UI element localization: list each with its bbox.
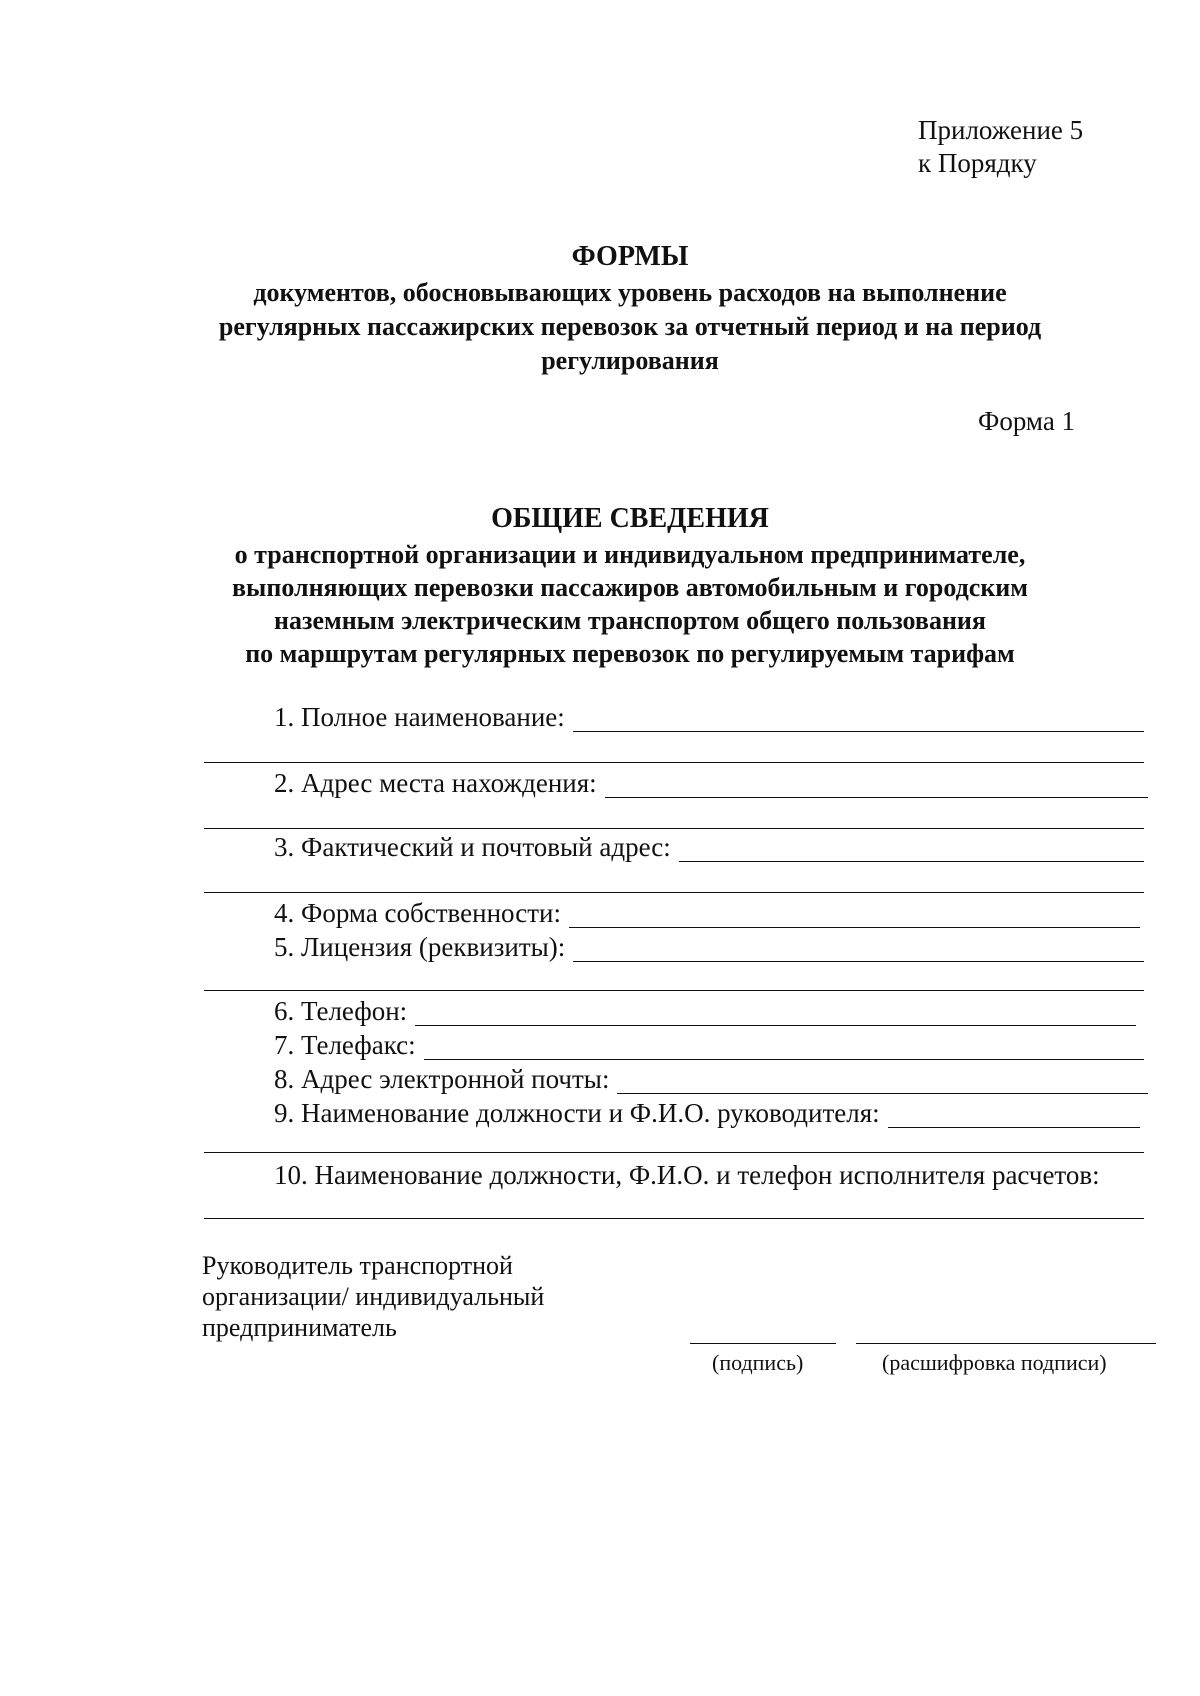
general-subtitle-line-3: наземным электрическим транспортом общего пользования (274, 606, 986, 635)
forms-subtitle-line-2: регулярных пассажирских перевозок за отчетный период и на период (218, 312, 1042, 341)
field-full-name-continuation-line[interactable] (204, 762, 1144, 763)
field-ownership-form-label: 4. Форма собственности: (274, 898, 561, 928)
field-license-label: 5. Лицензия (реквизиты): (274, 932, 566, 962)
annex-line-2: к Порядку (918, 148, 1037, 178)
field-location-address-label: 2. Адрес места нахождения: (274, 768, 597, 798)
field-email-label: 8. Адрес электронной почты: (274, 1064, 610, 1094)
general-subtitle-line-2: выполняющих перевозки пассажиров автомобильным и городским (232, 573, 1028, 602)
field-location-address (274, 768, 1148, 798)
signature-decode-line[interactable] (856, 1343, 1156, 1344)
field-postal-address-line[interactable] (679, 837, 1144, 862)
signer-title (202, 1250, 544, 1343)
field-full-name-line[interactable] (573, 707, 1144, 732)
field-calc-executor-line[interactable] (204, 1218, 1144, 1219)
field-calc-executor (274, 1160, 1154, 1190)
field-phone-label: 6. Телефон: (274, 996, 408, 1026)
field-fax (274, 1030, 1144, 1060)
field-head-position-name-label: 9. Наименование должности и Ф.И.О. руководителя: (274, 1098, 880, 1128)
field-head-position-name-line[interactable] (888, 1103, 1140, 1128)
field-license (274, 932, 1144, 962)
annex-reference (918, 114, 1083, 180)
field-fax-line[interactable] (424, 1035, 1144, 1060)
field-full-name-label: 1. Полное наименование: (274, 702, 565, 732)
field-ownership-form (274, 898, 1140, 928)
field-full-name (274, 702, 1144, 732)
field-calc-executor-label: 10. Наименование должности, Ф.И.О. и телефон исполнителя расчетов: (274, 1160, 1100, 1190)
general-subtitle-line-1: о транспортной организации и индивидуальном предпринимателе, (234, 540, 1026, 569)
signature-line[interactable] (690, 1343, 836, 1344)
field-postal-address (274, 832, 1144, 862)
field-head-position-name (274, 1098, 1140, 1128)
form-number: Форма 1 (978, 406, 1076, 436)
forms-title: ФОРМЫ (571, 241, 689, 272)
general-info-subtitle (150, 538, 1110, 670)
forms-subtitle (150, 276, 1110, 378)
field-email-line[interactable] (617, 1069, 1148, 1094)
forms-subtitle-line-1: документов, обосновывающих уровень расходов на выполнение (253, 278, 1007, 307)
general-subtitle-line-4: по маршрутам регулярных перевозок по регулируемым тарифам (245, 639, 1015, 668)
field-license-continuation-line[interactable] (204, 990, 1144, 991)
field-license-line[interactable] (573, 937, 1144, 962)
field-ownership-form-line[interactable] (569, 903, 1140, 928)
annex-line-1: Приложение 5 (918, 115, 1084, 145)
field-location-address-line[interactable] (605, 773, 1148, 798)
field-phone (274, 996, 1136, 1026)
forms-subtitle-line-3: регулирования (541, 346, 719, 375)
field-location-address-continuation-line[interactable] (204, 828, 1144, 829)
signature-decode-caption: (расшифровка подписи) (882, 1350, 1107, 1375)
field-fax-label: 7. Телефакс: (274, 1030, 416, 1060)
field-head-position-name-continuation-line[interactable] (204, 1152, 1144, 1153)
signer-line-3: предприниматель (202, 1313, 397, 1342)
signer-line-1: Руководитель транспортной (202, 1251, 513, 1280)
field-email (274, 1064, 1148, 1094)
signature-caption: (подпись) (712, 1350, 804, 1375)
signer-line-2: организации/ индивидуальный (202, 1282, 545, 1311)
field-phone-line[interactable] (415, 1001, 1136, 1026)
field-postal-address-label: 3. Фактический и почтовый адрес: (274, 832, 671, 862)
general-info-title: ОБЩИЕ СВЕДЕНИЯ (491, 503, 769, 534)
field-postal-address-continuation-line[interactable] (204, 892, 1144, 893)
